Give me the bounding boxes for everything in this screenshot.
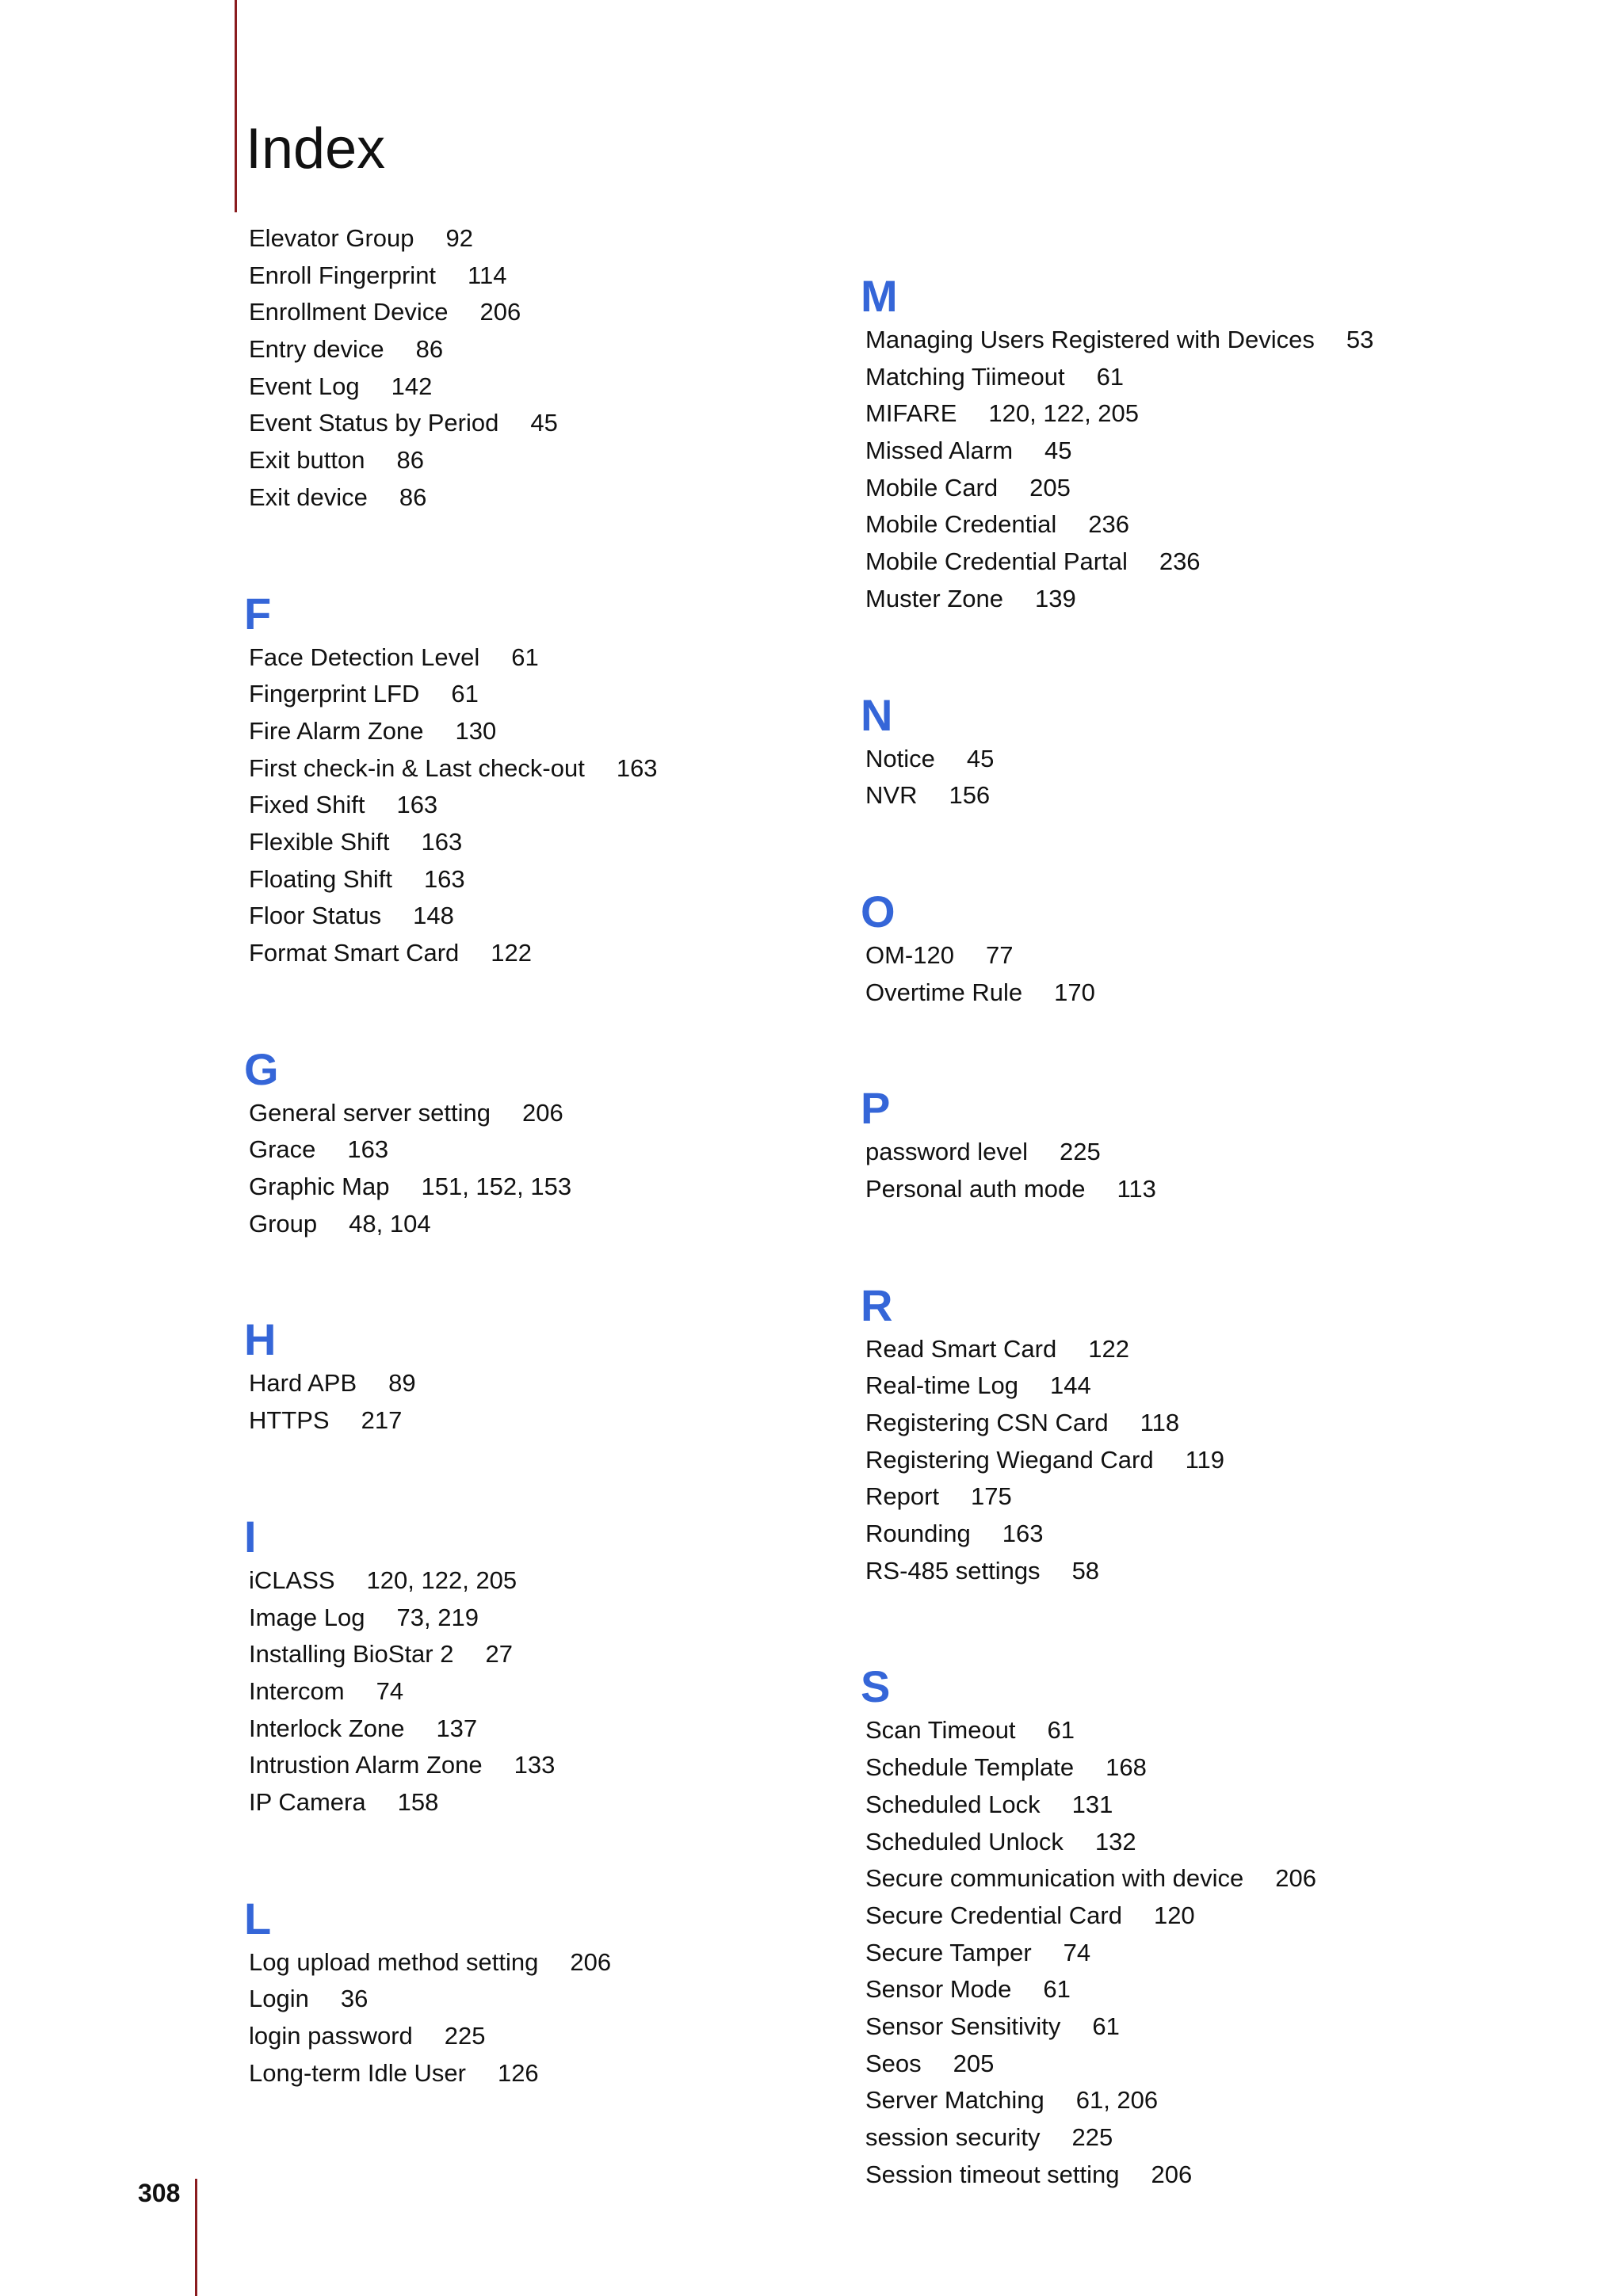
section-letter: G (244, 1043, 279, 1094)
index-term: Intrustion Alarm Zone (249, 1751, 483, 1779)
index-page-refs: 118 (1140, 1409, 1180, 1436)
index-term: Managing Users Registered with Devices (865, 326, 1315, 353)
index-term: Registering CSN Card (865, 1409, 1109, 1436)
header-rule (235, 0, 237, 212)
index-section (244, 1511, 851, 1821)
index-entry (249, 257, 851, 295)
index-page-refs: 58 (1071, 1556, 1100, 1585)
index-term: Personal auth mode (865, 1174, 1086, 1203)
index-term: Graphic Map (249, 1173, 390, 1201)
index-page-refs: 45 (530, 409, 558, 437)
index-page-refs: 225 (444, 2022, 486, 2050)
index-section (249, 220, 851, 517)
index-entry (249, 1402, 851, 1440)
index-term: Event Status by Period (249, 409, 499, 437)
index-entry (249, 935, 851, 972)
index-entry (865, 2008, 1468, 2046)
index-term: Sensor Mode (865, 1975, 1012, 2004)
index-term: Secure communication with device (865, 1864, 1244, 1893)
index-entry (865, 2157, 1468, 2194)
index-page-refs: 114 (468, 261, 507, 289)
section-letter: M (861, 271, 898, 321)
index-term: Long-term Idle User (249, 2058, 466, 2087)
index-section (861, 1661, 1468, 2193)
index-page-refs: 163 (396, 791, 438, 819)
index-page-refs: 86 (396, 446, 424, 475)
index-page-refs: 61, 206 (1075, 2086, 1159, 2115)
index-entry (249, 368, 851, 406)
index-section (244, 1043, 851, 1243)
index-term: Registering Wiegand Card (865, 1445, 1154, 1474)
index-entry (865, 395, 1468, 433)
index-entry (249, 1747, 851, 1784)
index-entry (249, 861, 851, 898)
index-column-left (244, 220, 851, 2164)
index-entry (865, 1971, 1468, 2008)
index-entry (249, 479, 851, 517)
index-entry (865, 2119, 1468, 2157)
index-term: Scheduled Lock (865, 1790, 1041, 1818)
index-page-refs: 163 (616, 753, 658, 782)
index-entry (865, 937, 1468, 974)
index-term: Exit device (249, 482, 368, 511)
index-entry (865, 1897, 1468, 1935)
index-entry (249, 1365, 851, 1402)
index-entry (249, 1711, 851, 1748)
index-page-refs: 168 (1106, 1753, 1147, 1782)
index-term: Rounding (865, 1520, 971, 1548)
index-page-refs: 131 (1071, 1790, 1113, 1818)
index-entry (249, 1784, 851, 1821)
index-term: OM-120 (865, 940, 954, 969)
index-term: Intercom (249, 1676, 345, 1705)
index-term: Report (865, 1482, 940, 1511)
index-page-refs: 148 (413, 902, 454, 930)
index-page-refs: 61 (1096, 362, 1125, 391)
index-entry (865, 777, 1468, 814)
page-number: 308 (138, 2179, 181, 2207)
index-entry (865, 1331, 1468, 1368)
index-entry (249, 220, 851, 257)
index-page-refs: 236 (1159, 547, 1201, 576)
index-page-refs: 133 (514, 1751, 556, 1779)
index-entry (865, 506, 1468, 543)
index-term: session security (865, 2123, 1041, 2151)
page-title: Index (246, 117, 386, 181)
index-term: Installing BioStar 2 (249, 1640, 454, 1669)
index-page-refs: 163 (1002, 1520, 1044, 1548)
index-entry (865, 359, 1468, 396)
index-entry (865, 581, 1468, 618)
index-page-refs: 86 (399, 482, 427, 511)
index-page-refs: 120 (1153, 1901, 1195, 1929)
index-page-refs: 205 (953, 2049, 995, 2077)
index-section (861, 1280, 1468, 1590)
index-term: Read Smart Card (865, 1334, 1057, 1363)
index-page-refs: 61 (511, 643, 539, 671)
index-page-refs: 73, 219 (396, 1603, 479, 1631)
index-page-refs: 206 (570, 1947, 612, 1976)
index-page-refs: 113 (1117, 1174, 1156, 1203)
index-page-refs: 175 (971, 1482, 1012, 1511)
index-entry (249, 1206, 851, 1243)
section-letter: P (861, 1083, 891, 1134)
index-page-refs: 142 (391, 372, 433, 400)
index-entry (249, 787, 851, 824)
index-entry (249, 1131, 851, 1169)
index-page-refs: 236 (1088, 510, 1129, 539)
index-entry (865, 1134, 1468, 1171)
index-term: IP Camera (249, 1787, 366, 1816)
index-entry (865, 470, 1468, 507)
index-term: Fixed Shift (249, 791, 365, 819)
index-page-refs: 206 (479, 298, 521, 326)
index-page-refs: 130 (455, 716, 497, 745)
index-term: Event Log (249, 372, 360, 400)
index-page-refs: 86 (415, 335, 444, 364)
index-page-refs: 45 (966, 744, 995, 772)
index-entry (865, 2082, 1468, 2119)
index-entry (865, 2046, 1468, 2083)
index-page-refs: 27 (485, 1640, 513, 1669)
index-entry (249, 405, 851, 442)
index-page-refs: 163 (347, 1135, 389, 1164)
index-term: Sensor Sensitivity (865, 2012, 1061, 2040)
index-entry (249, 898, 851, 935)
index-page-refs: 61 (1043, 1975, 1071, 2004)
index-entry (865, 1787, 1468, 1824)
index-entry (865, 1749, 1468, 1787)
index-page-refs: 217 (361, 1406, 403, 1435)
index-term: MIFARE (865, 399, 957, 428)
index-page-refs: 89 (388, 1369, 416, 1398)
index-entry (865, 741, 1468, 778)
index-page-refs: 74 (1063, 1938, 1091, 1966)
index-entry (865, 1712, 1468, 1749)
index-section (861, 271, 1468, 618)
index-page-refs: 122 (491, 939, 533, 967)
index-entry (249, 2055, 851, 2092)
index-page-refs: 205 (1029, 473, 1071, 502)
index-entry (249, 1673, 851, 1711)
index-entry (249, 2018, 851, 2055)
index-entry (249, 676, 851, 713)
index-page-refs: 144 (1049, 1371, 1091, 1400)
index-entry (249, 1944, 851, 1981)
index-page-refs: 225 (1071, 2123, 1113, 2151)
index-term: Face Detection Level (249, 643, 480, 671)
index-term: Fire Alarm Zone (249, 716, 424, 745)
index-term: Secure Credential Card (865, 1901, 1122, 1929)
index-section (244, 588, 851, 972)
index-term: Login (249, 1985, 309, 2013)
index-entry (249, 1095, 851, 1132)
index-entry (249, 1600, 851, 1637)
index-term: Enrollment Device (249, 298, 449, 326)
index-page-refs: 77 (985, 940, 1014, 969)
index-page-refs: 206 (1151, 2160, 1193, 2188)
index-page-refs: 120, 122, 205 (988, 399, 1140, 428)
index-term: Seos (865, 2049, 922, 2077)
index-page-refs: 163 (423, 864, 465, 893)
index-term: Elevator Group (249, 224, 414, 252)
index-term: Matching Tiimeout (865, 362, 1065, 391)
index-entry (865, 1405, 1468, 1442)
index-entry (249, 442, 851, 479)
index-entry (865, 1860, 1468, 1897)
index-page-refs: 151, 152, 153 (421, 1173, 572, 1201)
index-page-refs: 139 (1035, 584, 1076, 612)
index-term: Log upload method setting (249, 1947, 539, 1976)
index-page-refs: 163 (421, 827, 463, 856)
index-entry (865, 1171, 1468, 1208)
index-page-refs: 36 (340, 1985, 369, 2013)
index-term: Overtime Rule (865, 978, 1023, 1006)
index-page-refs: 61 (451, 680, 479, 708)
index-entry (249, 1169, 851, 1206)
index-page-refs: 45 (1044, 437, 1072, 465)
index-entry (865, 543, 1468, 581)
index-term: Enroll Fingerprint (249, 261, 437, 289)
index-page-refs: 170 (1054, 978, 1095, 1006)
index-term: Schedule Template (865, 1753, 1075, 1782)
index-term: iCLASS (249, 1566, 335, 1594)
index-page-refs: 206 (521, 1098, 563, 1127)
section-letter: N (861, 689, 893, 740)
index-page-refs: 61 (1047, 1716, 1075, 1745)
index-term: Mobile Credential (865, 510, 1057, 539)
section-letter: O (861, 886, 896, 936)
index-page-refs: 206 (1275, 1864, 1317, 1893)
index-term: login password (249, 2022, 413, 2050)
index-term: Flexible Shift (249, 827, 390, 856)
index-term: Missed Alarm (865, 437, 1014, 465)
footer-rule (195, 2179, 197, 2296)
section-letter: I (244, 1511, 257, 1562)
index-entry (865, 1935, 1468, 1972)
index-term: Scan Timeout (865, 1716, 1016, 1745)
index-page-refs: 61 (1092, 2012, 1120, 2040)
index-section (244, 1314, 851, 1439)
index-page-refs: 53 (1346, 326, 1374, 353)
index-entry (865, 1478, 1468, 1516)
index-page-refs: 137 (436, 1714, 478, 1742)
index-page-refs: 120, 122, 205 (366, 1566, 517, 1594)
index-page-refs: 48, 104 (349, 1209, 431, 1238)
index-term: Secure Tamper (865, 1938, 1032, 1966)
index-entry (865, 1442, 1468, 1479)
index-term: Real-time Log (865, 1371, 1018, 1400)
index-entry (249, 331, 851, 368)
index-term: Scheduled Unlock (865, 1827, 1064, 1855)
section-letter: R (861, 1280, 893, 1330)
index-term: Server Matching (865, 2086, 1044, 2115)
index-page-refs: 126 (497, 2058, 539, 2087)
index-section (861, 689, 1468, 814)
index-term: Format Smart Card (249, 939, 460, 967)
index-page-refs: 122 (1088, 1334, 1129, 1363)
index-entry (249, 1636, 851, 1673)
index-term: Mobile Card (865, 473, 999, 502)
section-letter: F (244, 588, 272, 639)
index-column-right (861, 271, 1468, 2265)
index-term: Hard APB (249, 1369, 357, 1398)
index-entry (865, 322, 1468, 359)
index-entry (865, 974, 1468, 1012)
index-term: First check-in & Last check-out (249, 753, 585, 782)
index-term: Entry device (249, 335, 384, 364)
index-term: Group (249, 1209, 318, 1238)
index-term: Muster Zone (865, 584, 1004, 612)
index-term: password level (865, 1138, 1029, 1166)
index-term: Image Log (249, 1603, 365, 1631)
index-term: RS-485 settings (865, 1556, 1041, 1585)
index-term: Session timeout setting (865, 2160, 1120, 2188)
index-page-refs: 225 (1060, 1138, 1101, 1166)
index-entry (865, 1516, 1468, 1553)
index-entry (249, 1562, 851, 1600)
index-page-refs: 156 (949, 781, 991, 810)
index-term: Grace (249, 1135, 316, 1164)
index-term: NVR (865, 781, 918, 810)
index-term: HTTPS (249, 1406, 330, 1435)
index-section (861, 886, 1468, 1011)
index-entry (249, 824, 851, 861)
index-page-refs: 92 (445, 224, 473, 252)
index-entry (865, 433, 1468, 470)
section-letter: H (244, 1314, 277, 1365)
index-term: General server setting (249, 1098, 491, 1127)
index-entry (249, 713, 851, 750)
index-entry (249, 294, 851, 331)
index-term: Floating Shift (249, 864, 392, 893)
index-entry (249, 639, 851, 677)
index-entry (865, 1553, 1468, 1590)
index-entry (865, 1367, 1468, 1405)
section-letter: L (244, 1893, 272, 1943)
index-entry (865, 1824, 1468, 1861)
index-page-refs: 158 (397, 1787, 439, 1816)
index-term: Mobile Credential Partal (865, 547, 1128, 576)
index-section (244, 1893, 851, 2092)
index-term: Fingerprint LFD (249, 680, 420, 708)
section-letter: S (861, 1661, 891, 1712)
index-entry (249, 1981, 851, 2018)
index-section (861, 1083, 1468, 1207)
index-page-refs: 74 (376, 1676, 404, 1705)
index-term: Floor Status (249, 902, 382, 930)
index-term: Notice (865, 744, 935, 772)
index-page-refs: 132 (1094, 1827, 1136, 1855)
index-page-refs: 119 (1185, 1445, 1224, 1474)
index-term: Interlock Zone (249, 1714, 405, 1742)
index-term: Exit button (249, 446, 365, 475)
index-entry (249, 750, 851, 788)
